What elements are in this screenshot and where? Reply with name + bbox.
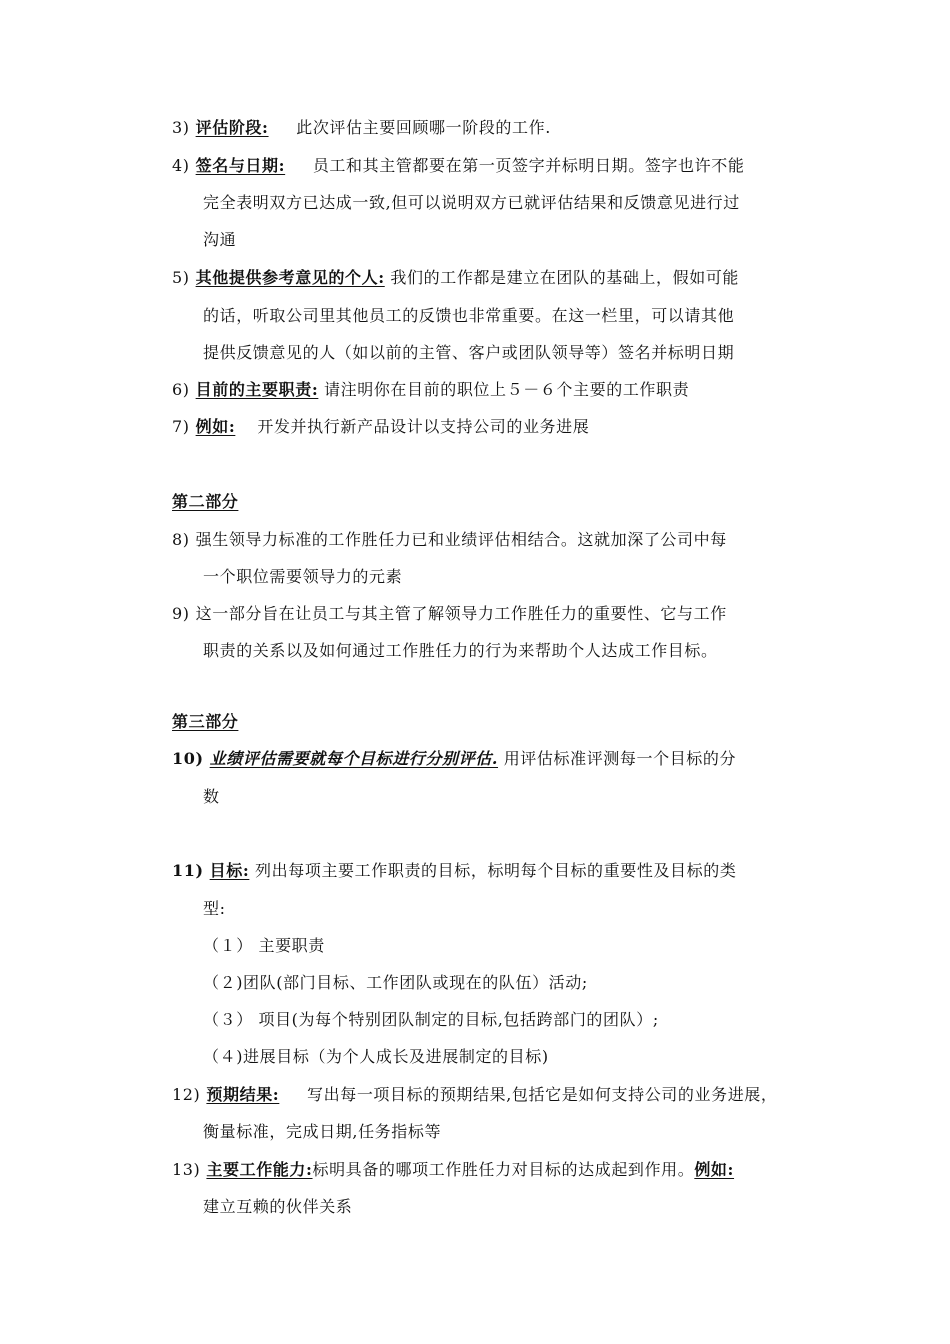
item-number: 8)	[172, 530, 190, 549]
objective-type-3: （３） 项目(为每个特别团队制定的目标,包括跨部门的团队）;	[203, 1010, 659, 1029]
item-9-line-2: 职责的关系以及如何通过工作胜任力的行为来帮助个人达成工作目标。	[203, 641, 718, 660]
item-4-line-2: 完全表明双方已达成一致,但可以说明双方已就评估结果和反馈意见进行过	[203, 193, 740, 212]
item-8	[172, 529, 727, 551]
item-number: 3)	[172, 118, 190, 137]
item-4-line-3: 沟通	[203, 230, 237, 249]
item-label: 主要工作能力:	[206, 1160, 313, 1179]
item-text: 强生领导力标准的工作胜任力已和业绩评估相结合。这就加深了公司中每	[195, 530, 727, 549]
item-label: 目前的主要职责:	[195, 380, 319, 399]
item-number: 4)	[172, 156, 190, 175]
item-5-line-2: 的话，听取公司里其他员工的反馈也非常重要。在这一栏里，可以请其他	[203, 306, 735, 325]
item-number: 7)	[172, 417, 190, 436]
item-3	[172, 117, 551, 139]
objective-type-2: （２)团队(部门目标、工作团队或现在的队伍）活动;	[203, 973, 588, 992]
item-label: 例如:	[195, 417, 236, 436]
item-label: 业绩评估需要就每个目标进行分别评估.	[209, 749, 499, 768]
item-number: 6)	[172, 380, 190, 399]
item-text: 这一部分旨在让员工与其主管了解领导力工作胜任力的重要性、它与工作	[195, 604, 727, 623]
item-text: 员工和其主管都要在第一页签字并标明日期。签字也许不能	[312, 156, 745, 175]
item-number: 9)	[172, 604, 190, 623]
item-text: 写出每一项目标的预期结果,包括它是如何支持公司的业务进展，	[307, 1085, 778, 1104]
item-label-example: 例如:	[694, 1160, 735, 1179]
item-label: 评估阶段:	[195, 118, 269, 137]
item-10	[172, 748, 736, 770]
item-label: 签名与日期:	[195, 156, 286, 175]
item-number: 11)	[172, 861, 204, 880]
section-heading-part-2: 第二部分	[172, 492, 239, 511]
objective-type-1: （１） 主要职责	[203, 936, 325, 955]
item-text: 此次评估主要回顾哪一阶段的工作.	[296, 118, 551, 137]
item-10-line-2: 数	[203, 787, 220, 806]
item-text: 请注明你在目前的职位上５－６个主要的工作职责	[324, 380, 690, 399]
item-11-line-2: 型:	[203, 899, 226, 918]
item-text: 开发并执行新产品设计以支持公司的业务进展	[257, 417, 590, 436]
item-11	[172, 860, 736, 882]
item-text: 标明具备的哪项工作胜任力对目标的达成起到作用。	[312, 1160, 695, 1179]
item-label: 目标:	[209, 861, 250, 880]
item-5-line-3: 提供反馈意见的人（如以前的主管、客户或团队领导等）签名并标明日期	[203, 343, 735, 362]
item-6	[172, 379, 689, 401]
item-number: 10)	[172, 749, 204, 768]
item-text: 列出每项主要工作职责的目标，标明每个目标的重要性及目标的类	[255, 861, 737, 880]
item-4	[172, 155, 744, 177]
item-12	[172, 1084, 778, 1106]
item-8-line-2: 一个职位需要领导力的元素	[203, 567, 403, 586]
item-number: 5)	[172, 268, 190, 287]
item-13-line-2: 建立互赖的伙伴关系	[203, 1197, 353, 1216]
item-9	[172, 603, 727, 625]
item-text: 我们的工作都是建立在团队的基础上，假如可能	[390, 268, 740, 287]
item-5	[172, 267, 739, 289]
item-label: 其他提供参考意见的个人:	[195, 268, 385, 287]
item-number: 12)	[172, 1085, 201, 1104]
objective-type-4: （４)进展目标（为个人成长及进展制定的目标)	[203, 1047, 549, 1066]
item-13	[172, 1159, 756, 1181]
item-text: 用评估标准评测每一个目标的分	[503, 749, 737, 768]
section-heading-part-3: 第三部分	[172, 712, 239, 731]
item-number: 13)	[172, 1160, 201, 1179]
item-7	[172, 416, 589, 438]
item-12-line-2: 衡量标准，完成日期,任务指标等	[203, 1122, 442, 1141]
item-label: 预期结果:	[206, 1085, 280, 1104]
